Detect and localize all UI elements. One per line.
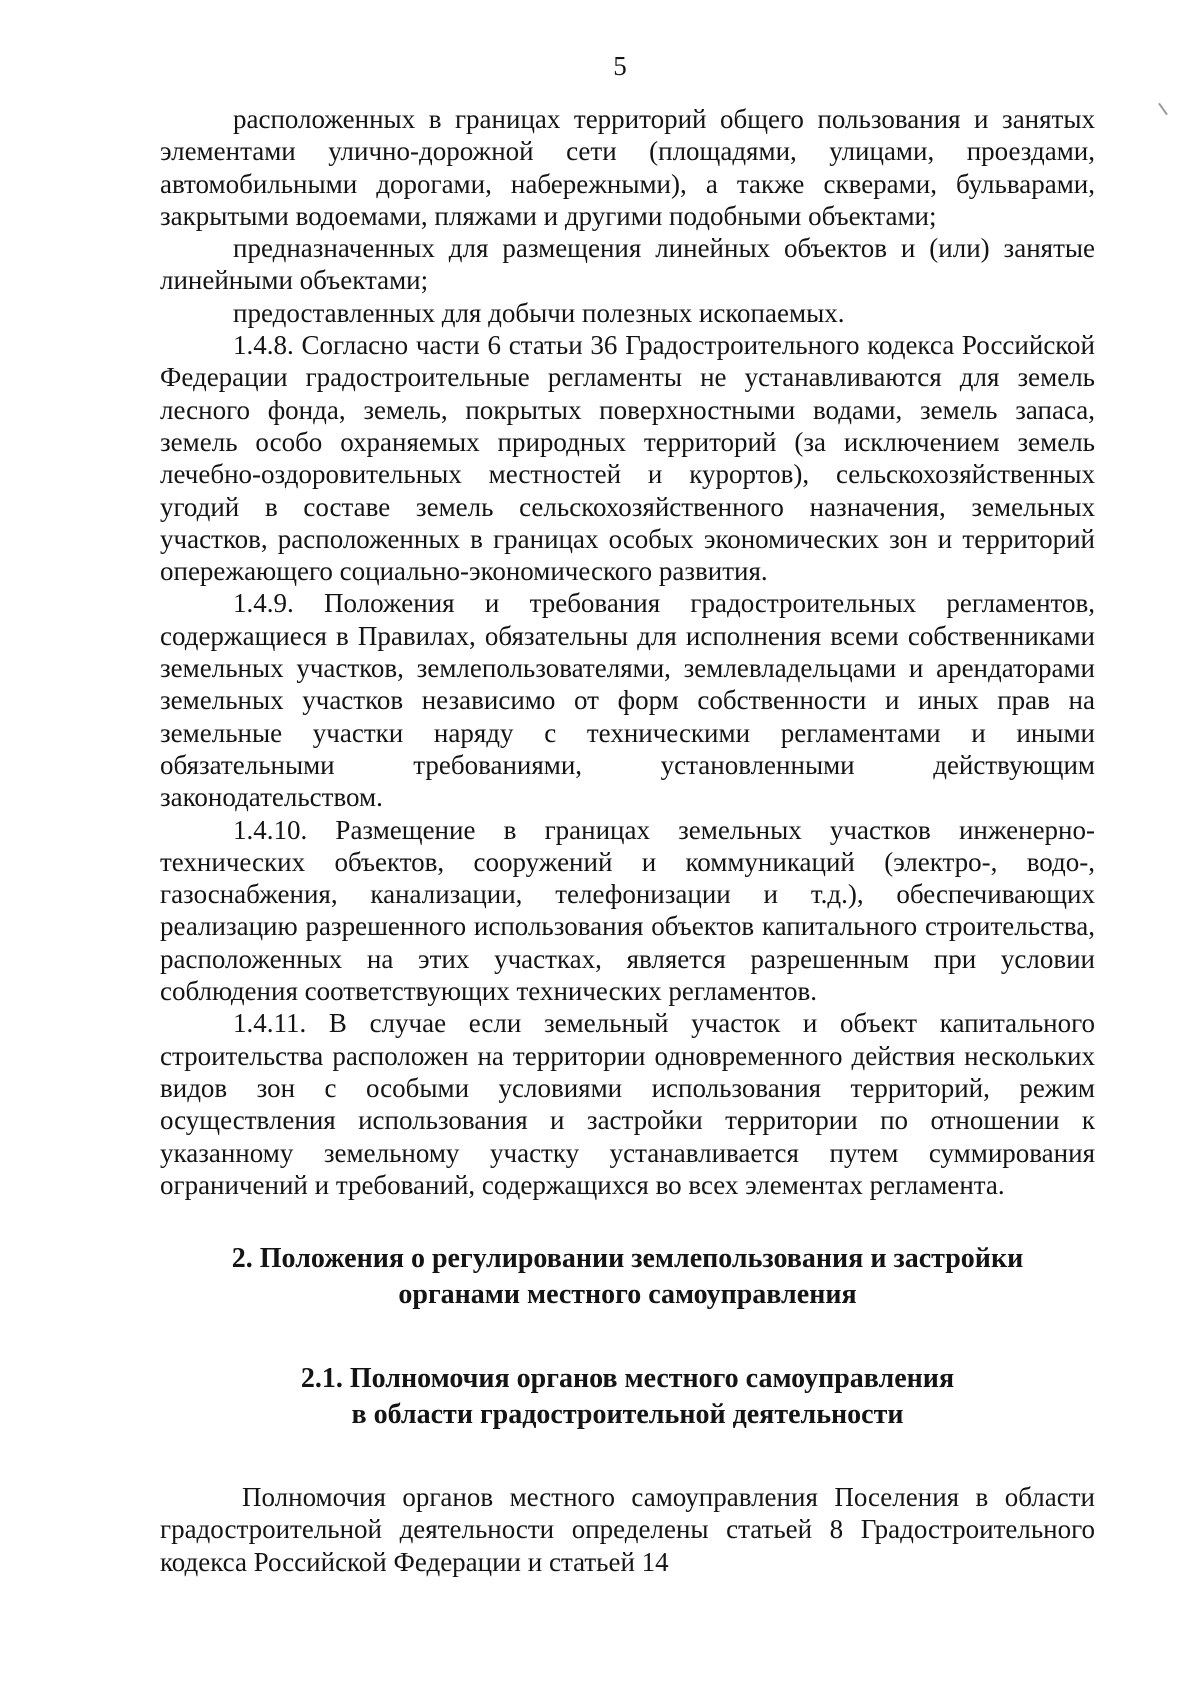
paragraph-1-4-9: 1.4.9. Положения и требования градостроительных регламентов, содержащиеся в Правилах, обязательны для исполнения всеми собственниками земельных участков, землепользователями, землевладельцами и арендаторами земельных участков независимо от форм собственности и иных прав на земельные участки наряду с техническими регламентами и иными обязательными требованиями, установленными действующим законодательством. — [160, 588, 1095, 813]
section-heading — [160, 1241, 1095, 1313]
section-heading-line-2: органами местного самоуправления — [398, 1279, 857, 1311]
scan-mark — [1158, 103, 1168, 116]
paragraph-linear-objects: предназначенных для размещения линейных объектов и (или) занятые линейными объектами; — [160, 233, 1095, 296]
spacer — [160, 1313, 1095, 1361]
spacer — [160, 1433, 1095, 1481]
paragraph-1-4-10: 1.4.10. Размещение в границах земельных участков инженерно-технических объектов, сооружений и коммуникаций (электро-, водо-, газоснабжения, канализации, телефонизации и т.д.), обеспечивающих реализацию разрешенного использования объектов капитального строительства, расположенных на этих участках, является разрешенным при условии соблюдения соответствующих технических регламентов. — [160, 814, 1095, 1007]
page-number: 5 — [613, 51, 627, 81]
paragraph-territories: расположенных в границах территорий общего пользования и занятых элементами улично-дорожной сети (площадями, улицами, проездами, автомобильными дорогами, набережными), а также скверами, бульварами, закрытыми водоемами, пляжами и другими подобными объектами; — [160, 104, 1095, 231]
subsection-heading-line-2: в области градостроительной деятельности — [351, 1399, 904, 1431]
spacer — [160, 1201, 1095, 1241]
subsection-heading — [160, 1361, 1095, 1433]
text-block — [160, 103, 1095, 1578]
subsection-heading-line-1: 2.1. Полномочия органов местного самоуправления — [300, 1363, 955, 1395]
paragraph-1-4-11: 1.4.11. В случае если земельный участок и объект капитального строительства расположен на территории одновременного действия нескольких видов зон с особыми условиями использования территорий, режим осуществления использования и застройки территории по отношении к указанному земельному участку устанавливается путем суммирования ограничений и требований, содержащихся во всех элементах регламента. — [160, 1008, 1095, 1200]
paragraph-1-4-8: 1.4.8. Согласно части 6 статьи 36 Градостроительного кодекса Российской Федерации градостроительные регламенты не устанавливаются для земель лесного фонда, земель, покрытых поверхностными водами, земель запаса, земель особо охраняемых природных территорий (за исключением земель лечебно-оздоровительных местностей и курортов), сельскохозяйственных угодий в составе земель сельскохозяйственного назначения, земельных участков, расположенных в границах особых экономических зон и территорий опережающего социально-экономического развития. — [160, 330, 1095, 587]
paragraph-powers: Полномочия органов местного самоуправления Поселения в области градостроительной деятельности определены статьей 8 Градостроительного кодекса Российской Федерации и статьей 14 — [160, 1482, 1095, 1577]
paragraph-minerals: предоставленных для добычи полезных ископаемых. — [233, 297, 845, 328]
section-heading-line-1: 2. Положения о регулировании землепользования и застройки — [231, 1243, 1024, 1275]
